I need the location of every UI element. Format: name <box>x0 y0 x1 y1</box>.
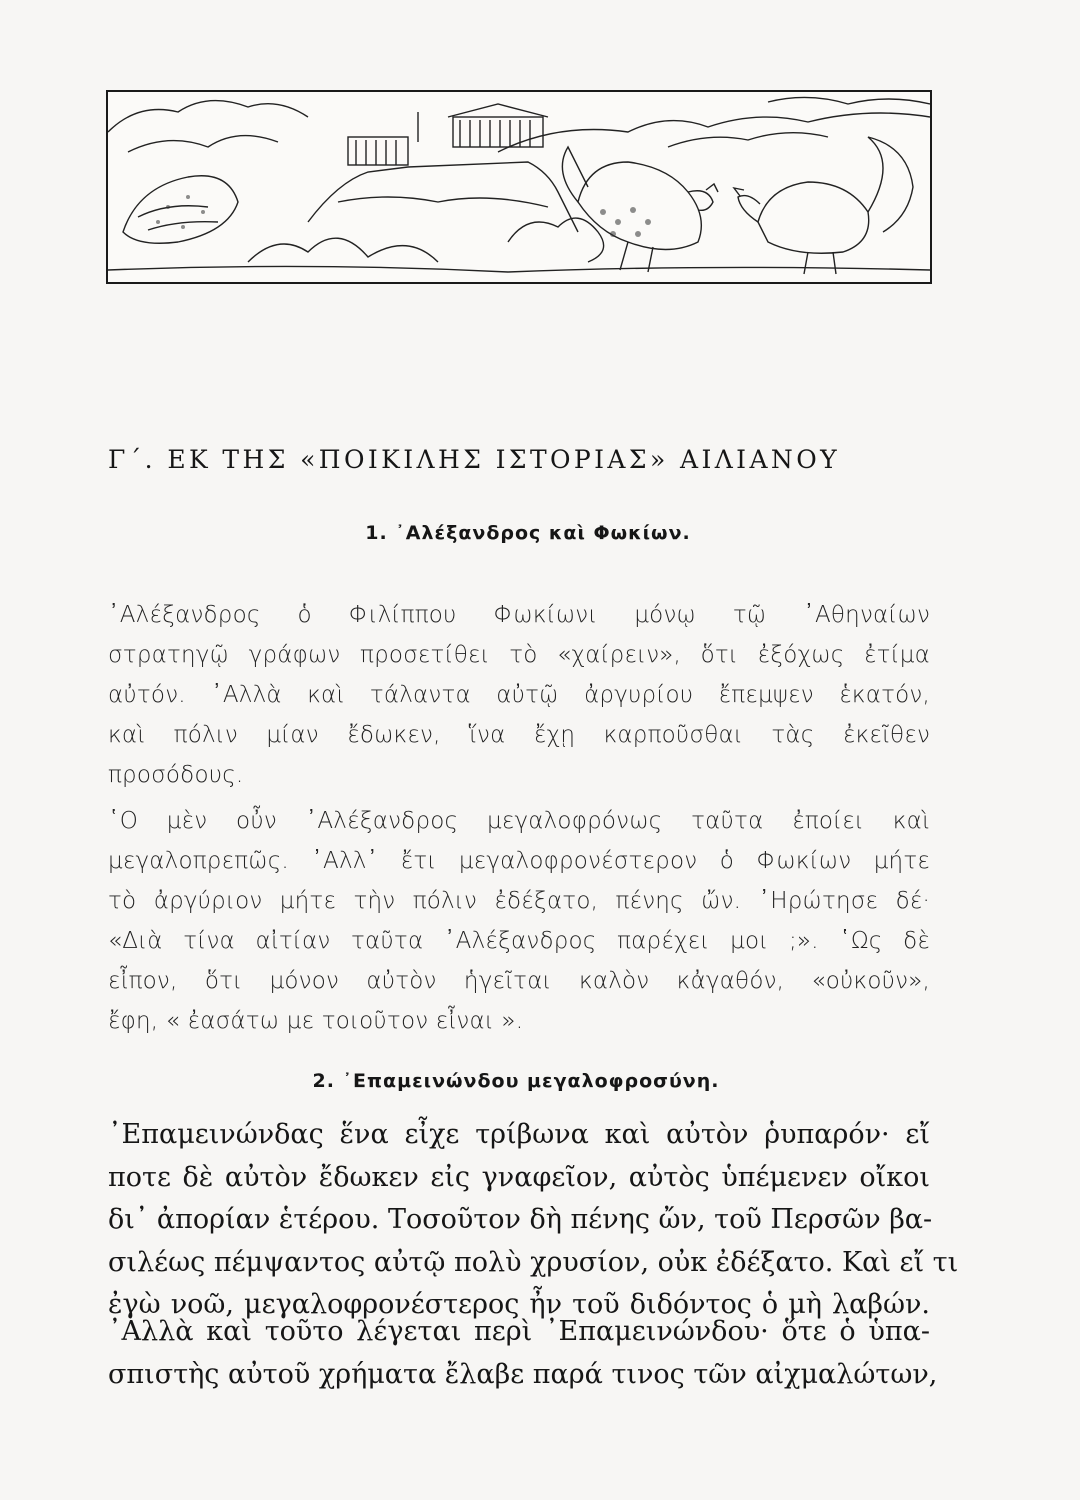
text-line: ᾿Αλέξανδρος ὁ Φιλίππου Φωκίωνι μόνῳ τῷ ᾿Αθηναίων <box>108 602 930 628</box>
text-line: μεγαλοπρεπῶς. ᾿Αλλ᾽ ἔτι μεγαλοφρονέστερον ὁ Φωκίων μήτε <box>108 848 930 874</box>
section-1-paragraph-1 <box>108 595 930 795</box>
text-line: τὸ ἀργύριον μήτε τὴν πόλιν ἐδέξατο, πένης ὤν. ᾿Ηρώτησε δέ· <box>108 888 930 914</box>
text-line: «Διὰ τίνα αἰτίαν ταῦτα ᾿Αλέξανδρος παρέχει μοι ;». ῾Ως δὲ <box>108 928 930 954</box>
text-line: ποτε δὲ αὐτὸν ἔδωκεν εἰς γναφεῖον, αὐτὸς ὑπέμενεν οἴκοι <box>108 1161 930 1193</box>
section-1-title: 1. ᾿Αλέξανδρος καὶ Φωκίων. <box>365 522 691 544</box>
section-2-paragraph-1 <box>108 1114 959 1327</box>
text-line: εἶπον, ὅτι μόνον αὐτὸν ἡγεῖται καλὸν κἀγαθόν, «οὐκοῦν», <box>108 968 930 994</box>
section-2-title: 2. ᾿Επαμεινώνδου μεγαλοφροσύνη. <box>312 1070 720 1092</box>
section-2-paragraph-2 <box>108 1311 938 1396</box>
text-line: προσόδους. <box>108 762 244 788</box>
text-line: ἔφη, « ἐασάτω με τοιοῦτον εἶναι ». <box>108 1008 524 1034</box>
chapter-heading: Γ΄. ΕΚ ΤΗΣ «ΠΟΙΚΙΛΗΣ ΙΣΤΟΡΙΑΣ» ΑΙΛΙΑΝΟΥ <box>108 444 840 474</box>
header-illustration <box>106 90 932 284</box>
text-line: σπιστὴς αὐτοῦ χρήματα ἔλαβε παρά τινος τῶν αἰχμαλώτων, <box>108 1358 938 1390</box>
text-line: αὐτόν. ᾿Αλλὰ καὶ τάλαντα αὐτῷ ἀργυρίου ἔπεμψεν ἑκατόν, <box>108 682 930 708</box>
text-line: ῾Ο μὲν οὖν ᾿Αλέξανδρος μεγαλοφρόνως ταῦτα ἐποίει καὶ <box>108 808 930 834</box>
text-line: ᾿Αλλὰ καὶ τοῦτο λέγεται περὶ ᾿Επαμεινώνδου· ὅτε ὁ ὑπα- <box>108 1316 930 1347</box>
text-line: καὶ πόλιν μίαν ἔδωκεν, ἵνα ἔχῃ καρποῦσθαι τὰς ἐκεῖθεν <box>108 722 930 748</box>
text-line: δι᾽ ἀπορίαν ἑτέρου. Τοσοῦτον δὴ πένης ὤν, τοῦ Περσῶν βα- <box>108 1204 933 1235</box>
text-line: στρατηγῷ γράφων προσετίθει τὸ «χαίρειν», ὅτι ἐξόχως ἐτίμα <box>108 642 930 668</box>
text-line: ἐγὼ νοῶ, μεγαλοφρονέστερος ἦν τοῦ διδόντος ὁ μὴ λαβών. <box>108 1289 930 1320</box>
text-line: σιλέως πέμψαντος αὐτῷ πολὺ χρυσίον, οὐκ ἐδέξατο. Καὶ εἴ τι <box>108 1246 959 1278</box>
text-line: ᾿Επαμεινώνδας ἕνα εἶχε τρίβωνα καὶ αὐτὸν ῥυπαρόν· εἴ <box>108 1119 930 1150</box>
section-1-paragraph-2 <box>108 801 930 1041</box>
acropolis-and-roosters-vignette-icon <box>108 92 930 282</box>
